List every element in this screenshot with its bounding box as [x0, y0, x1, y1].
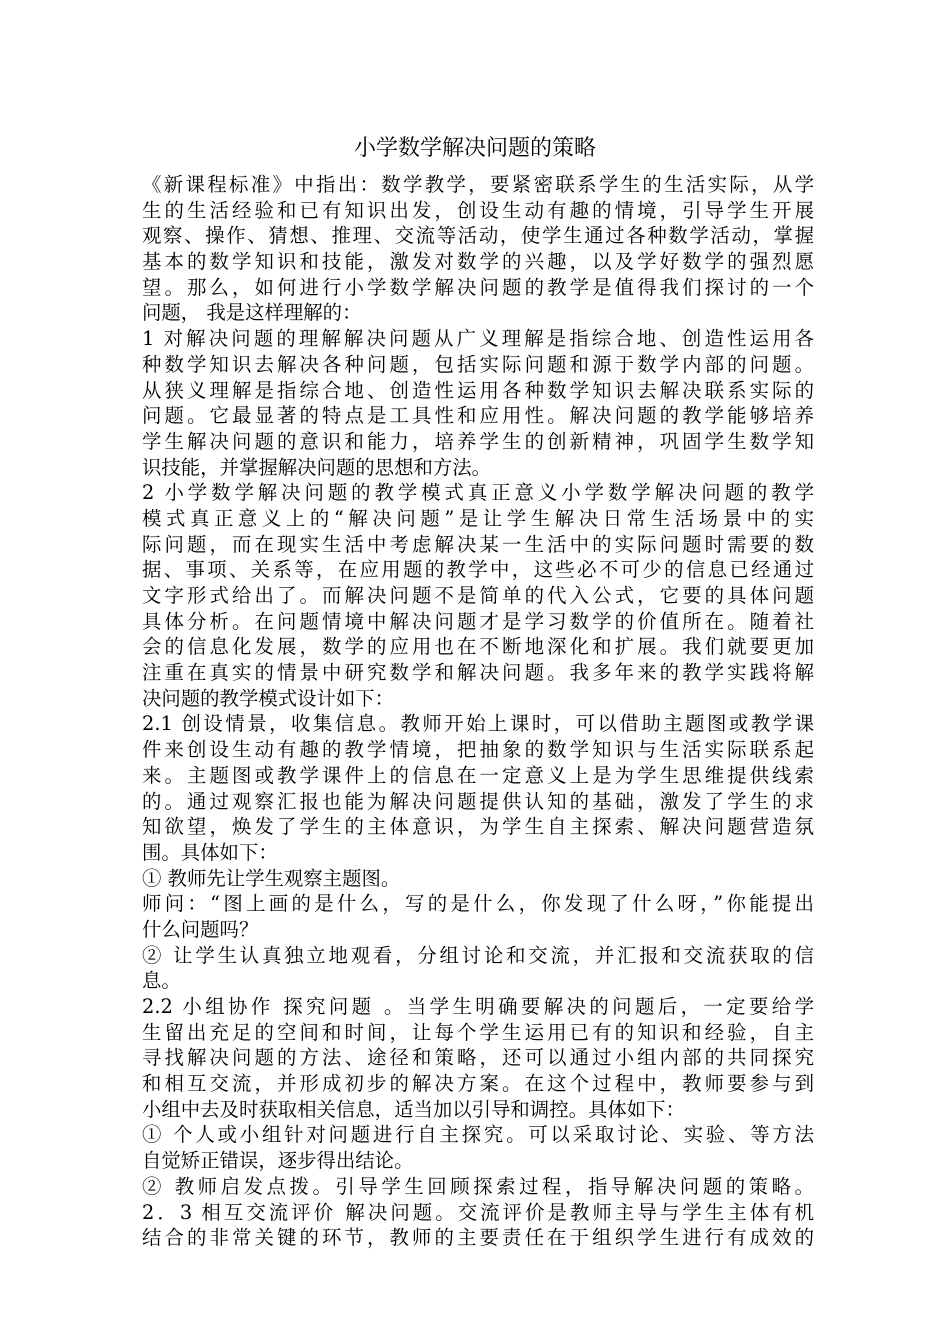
- text-line: 2.2 小组协作 探究问题 。当学生明确要解决的问题后，一定要给学: [142, 995, 814, 1018]
- paragraph: [142, 326, 814, 480]
- text-line: 学生解决问题的意识和能力，培养学生的创新精神，巩固学生数学知: [142, 429, 814, 453]
- text-line: 生的生活经验和已有知识出发，创设生动有趣的情境，引导学生开展: [142, 198, 814, 222]
- text-line: 具体分析。在问题情境中解决问题才是学习数学的价值所在。随着社: [142, 609, 814, 633]
- text-line: 会的信息化发展，数学的应用也在不断地深化和扩展。我们就要更加: [142, 635, 814, 659]
- text-line: 知欲望，焕发了学生的主体意识，为学生自主探索、解决问题营造氛: [142, 815, 814, 839]
- paragraph: [142, 1122, 814, 1173]
- text-line: 从狭义理解是指综合地、创造性运用各种数学知识去解决联系实际的: [142, 378, 814, 402]
- text-line: ① 个人或小组针对问题进行自主探究。可以采取讨论、实验、等方法: [142, 1123, 814, 1147]
- paragraph: [142, 994, 814, 1122]
- document-body: [142, 172, 814, 1251]
- text-line: 小组中去及时获取相关信息，适当加以引导和调控。具体如下：: [142, 1097, 685, 1121]
- paragraph: [142, 1200, 814, 1251]
- document-title: 小学数学解决问题的策略: [353, 136, 596, 161]
- paragraph: [142, 866, 814, 892]
- paragraph: [142, 711, 814, 865]
- text-line: 结合的非常关键的环节，教师的主要责任在于组织学生进行有成效的: [142, 1226, 814, 1250]
- text-line: 际问题，而在现实生活中考虑解决某一生活中的实际问题时需要的数: [142, 532, 814, 556]
- text-line: ② 教师启发点拨。引导学生回顾探索过程，指导解决问题的策略。: [142, 1174, 814, 1198]
- text-line: 2 小学数学解决问题的教学模式真正意义小学数学解决问题的教学: [142, 481, 814, 505]
- text-line: 寻找解决问题的方法、途径和策略，还可以通过小组内部的共同探究: [142, 1046, 814, 1070]
- text-line: 注重在真实的情景中研究数学和解决问题。我多年来的教学实践将解: [142, 661, 814, 685]
- text-line: 师问：“图上画的是什么，写的是什么，你发现了什么呀，”你能提出: [142, 892, 814, 916]
- text-line: 围。具体如下：: [142, 840, 278, 864]
- text-line: 的。通过观察汇报也能为解决问题提供认知的基础，激发了学生的求: [142, 789, 814, 813]
- text-line: 2.1 创设情景，收集信息。教师开始上课时，可以借助主题图或教学课: [142, 712, 814, 736]
- text-line: 观察、操作、猜想、推理、交流等活动，使学生通过各种数学活动，掌握: [142, 224, 814, 248]
- text-line: 种数学知识去解决各种问题，包括实际问题和源于数学内部的问题。: [142, 352, 814, 376]
- text-line: 基本的数学知识和技能，激发对数学的兴趣，以及学好数学的强烈愿: [142, 250, 814, 274]
- paragraph: [142, 891, 814, 942]
- text-line: 2．3 相互交流评价 解决问题。交流评价是教师主导与学生主体有机: [142, 1200, 814, 1224]
- text-line: 决问题的教学模式设计如下：: [142, 686, 395, 710]
- text-line: 和相互交流，并形成初步的解决方案。在这个过程中，教师要参与到: [142, 1072, 814, 1096]
- text-line: 问题。它最显著的特点是工具性和应用性。解决问题的教学能够培养: [142, 404, 814, 428]
- text-line: 模式真正意义上的“解决问题”是让学生解决日常生活场景中的实: [142, 506, 814, 530]
- text-line: 自觉矫正错误，逐步得出结论。: [142, 1149, 414, 1173]
- paragraph: [142, 172, 814, 326]
- text-line: 息。: [142, 969, 181, 993]
- text-line: 据、事项、关系等，在应用题的教学中，这些必不可少的信息已经通过: [142, 558, 814, 582]
- text-line: 识技能，并掌握解决问题的思想和方法。: [142, 455, 492, 479]
- text-line: 生留出充足的空间和时间，让每个学生运用已有的知识和经验，自主: [142, 1020, 814, 1044]
- text-line: 件来创设生动有趣的教学情境，把抽象的数学知识与生活实际联系起: [142, 738, 814, 762]
- paragraph: [142, 480, 814, 711]
- text-line: 问题， 我是这样理解的：: [142, 301, 362, 325]
- text-line: 什么问题吗？: [142, 917, 259, 941]
- text-line: ① 教师先让学生观察主题图。: [142, 866, 401, 890]
- text-line: 《新课程标准》中指出：数学教学，要紧密联系学生的生活实际，从学: [142, 173, 814, 196]
- text-line: 文字形式给出了。而解决问题不是简单的代入公式，它要的具体问题: [142, 584, 814, 607]
- text-line: ② 让学生认真独立地观看，分组讨论和交流，并汇报和交流获取的信: [142, 943, 814, 967]
- text-line: 1 对解决问题的理解解决问题从广义理解是指综合地、创造性运用各: [142, 327, 814, 351]
- paragraph: [142, 1174, 814, 1200]
- text-line: 望。那么，如何进行小学数学解决问题的教学是值得我们探讨的一个: [142, 275, 814, 299]
- text-line: 来。主题图或教学课件上的信息在一定意义上是为学生思维提供线索: [142, 763, 814, 787]
- paragraph: [142, 943, 814, 994]
